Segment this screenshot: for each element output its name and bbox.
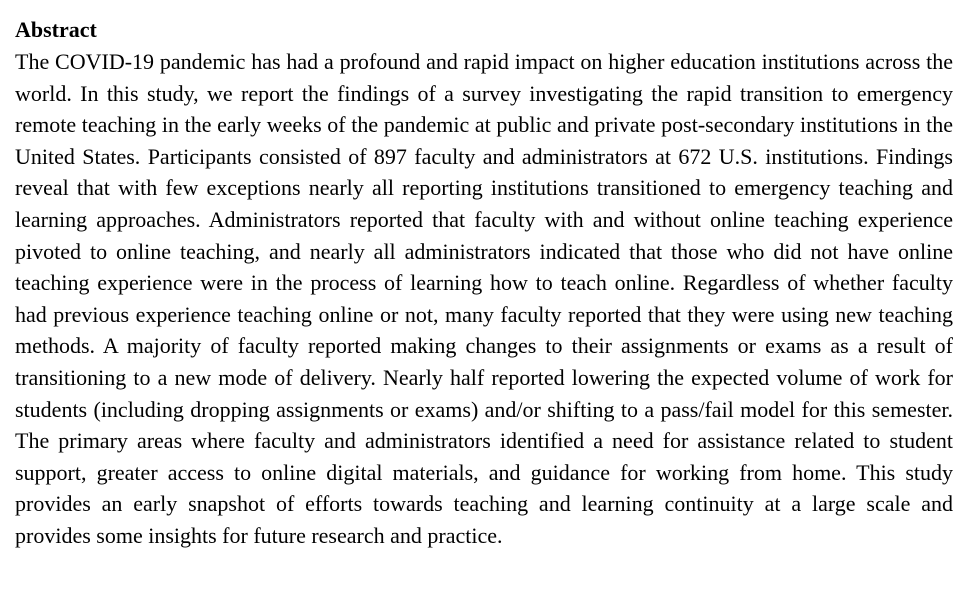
abstract-section (15, 14, 953, 552)
abstract-heading: Abstract (15, 17, 97, 42)
abstract-body: The COVID-19 pandemic has had a profound and rapid impact on higher education institutions across the world. In this study, we report the findings of a survey investigating the rapid transition to emergency remote teaching in the early weeks of the pandemic at public and private post-secondary institutions in the United States. Participants consisted of 897 faculty and administrators at 672 U.S. institutions. Findings reveal that with few exceptions nearly all reporting institutions transitioned to emergency teaching and learning approaches. Administrators reported that faculty with and without online teaching experience pivoted to online teaching, and nearly all administrators indicated that those who did not have online teaching experience were in the process of learning how to teach online. Regardless of whether faculty had previous experience teaching online or not, many faculty reported that they were using new teaching methods. A majority of faculty reported making changes to their assignments or exams as a result of transitioning to a new mode of delivery. Nearly half reported lowering the expected volume of work for students (including dropping assignments or exams) and/or shifting to a pass/fail model for this semester. The primary areas where faculty and administrators identified a need for assistance related to student support, greater access to online digital materials, and guidance for working from home. This study provides an early snapshot of efforts towards teaching and learning continuity at a large scale and provides some insights for future research and practice. (15, 49, 953, 548)
